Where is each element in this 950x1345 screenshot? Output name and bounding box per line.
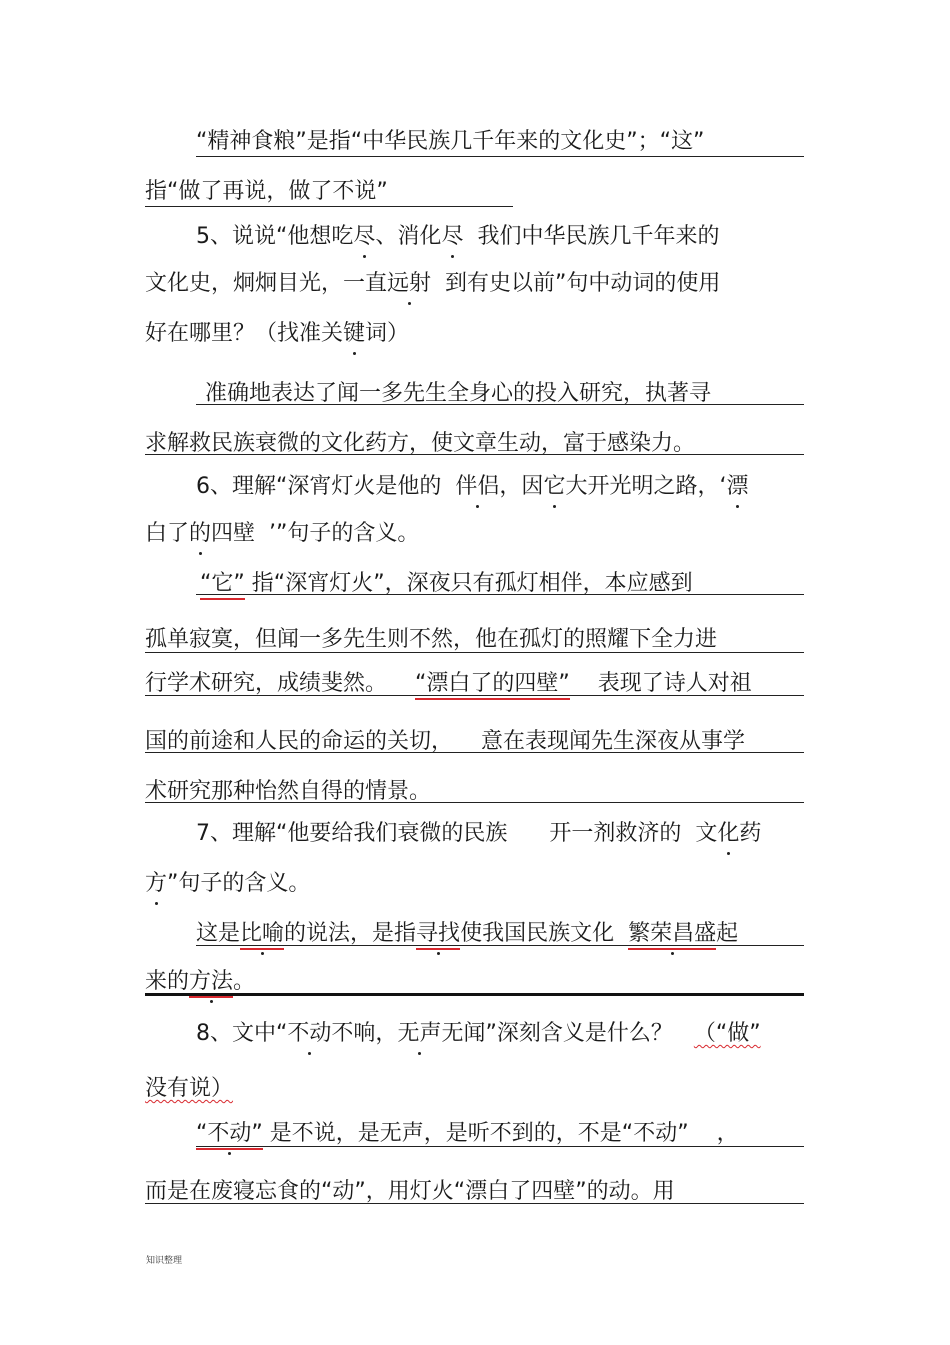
page-footer: 知识整理 — [146, 1256, 183, 1266]
answer-6-line-3: 行学术研究，成绩斐然。 “漂白了的四壁” 表现了诗人对祖 — [145, 671, 752, 696]
answer-6-line-2: 孤单寂寞，但闻一多先生则不然，他在孤灯的照耀下全力进 — [145, 627, 718, 652]
answer-8-underline-2 — [145, 1203, 804, 1204]
answer-7-underline-1 — [196, 945, 804, 946]
answer-6-underline-3 — [145, 695, 804, 696]
answer-5-line-2: 求解救民族衰微的文化药方，使文章生动，富于感染力。 — [145, 431, 696, 456]
question-7-line-2: 方”句子的含义。 — [145, 871, 311, 896]
answer-5-line-1: 准确地表达了闻一多先生全身心的投入研究，执著寻 — [205, 381, 712, 406]
answer-6-line-5: 术研究那种怡然自得的情景。 — [145, 779, 432, 804]
question-8-line-2: 没有说） — [145, 1076, 234, 1101]
answer-line-1: “精神食粮”是指“中华民族几千年来的文化史”；“这” — [196, 128, 804, 157]
answer-8-underline-1 — [196, 1146, 804, 1147]
answer-5-underline-1 — [196, 404, 804, 405]
answer-6-underline-4 — [145, 752, 804, 753]
question-5-line-1: 5、说说“他想吃尽、消化尽 我们中华民族几千年来的 — [196, 224, 720, 249]
answer-7-underline-2 — [145, 993, 804, 996]
answer-6-underline-2 — [145, 652, 804, 653]
question-6-line-2: 白了的四壁 ’”句子的含义。 — [145, 521, 420, 546]
question-8-line-1: 8、文中“不动不响，无声无闻”深刻含义是什么？ （“做” — [196, 1021, 761, 1046]
question-6-line-1: 6、理解“深宵灯火是他的 伴侣，因它大开光明之路，‘漂 — [196, 474, 749, 499]
answer-8-line-1: “不动” 是不说，是无声，是听不到的，不是“不动” ， — [196, 1121, 739, 1146]
answer-5-underline-2 — [145, 454, 804, 455]
question-5-line-3: 好在哪里？（找准关键词） — [145, 321, 410, 346]
answer-6-underline-5 — [145, 802, 804, 803]
answer-6-line-1: “它” 指“深宵灯火”，深夜只有孤灯相伴，本应感到 — [200, 571, 693, 596]
answer-7-line-2: 来的方法。 — [145, 969, 256, 994]
answer-6-underline-1 — [196, 594, 804, 595]
answer-line-2: 指“做了再说，做了不说” — [145, 178, 513, 207]
answer-6-line-4: 国的前途和人民的命运的关切， 意在表现闻先生深夜从事学 — [145, 729, 745, 754]
answer-7-line-1: 这是比喻的说法，是指寻找使我国民族文化 繁荣昌盛起 — [196, 921, 739, 946]
question-5-line-2: 文化史，炯炯目光，一直远射 到有史以前”句中动词的使用 — [145, 271, 721, 296]
answer-8-line-2: 而是在废寝忘食的“动”，用灯火“漂白了四壁”的动。用 — [145, 1179, 675, 1204]
question-7-line-1: 7、理解“他要给我们衰微的民族 开一剂救济的 文化药 — [196, 821, 762, 846]
